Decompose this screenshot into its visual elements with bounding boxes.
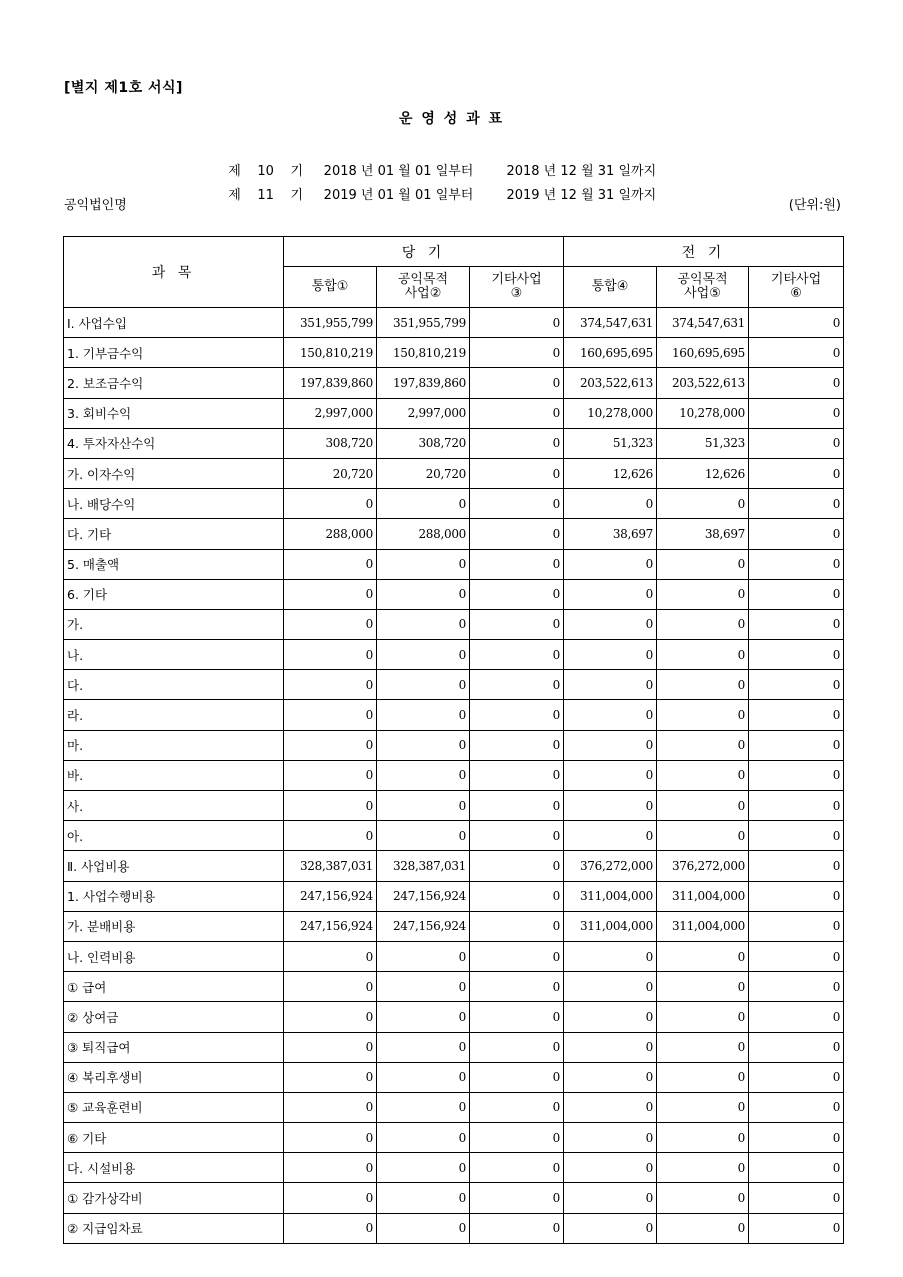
table-row <box>64 1183 844 1213</box>
amount-cell: 0 <box>564 941 657 971</box>
row-label: ⑤ 교육훈련비 <box>64 1092 284 1122</box>
row-label: 나. <box>64 640 284 670</box>
row-label: 가. 이자수익 <box>64 458 284 488</box>
amount-cell: 0 <box>564 670 657 700</box>
amount-cell: 311,004,000 <box>564 911 657 941</box>
amount-cell: 38,697 <box>657 519 749 549</box>
amount-cell: 0 <box>657 760 749 790</box>
amount-cell: 0 <box>749 398 844 428</box>
amount-cell: 0 <box>749 1092 844 1122</box>
from-label: 일부터 <box>435 188 474 203</box>
amount-cell: 0 <box>749 1032 844 1062</box>
amount-cell: 0 <box>657 1123 749 1153</box>
row-label: 6. 기타 <box>64 579 284 609</box>
amount-cell: 0 <box>749 1123 844 1153</box>
column-header: 기타사업 ⑥ <box>749 267 844 308</box>
amount-cell: 0 <box>564 489 657 519</box>
row-label: Ⅰ. 사업수입 <box>64 308 284 338</box>
amount-cell: 0 <box>470 881 564 911</box>
amount-cell: 308,720 <box>284 428 377 458</box>
amount-cell: 0 <box>564 1062 657 1092</box>
amount-cell: 0 <box>377 1002 470 1032</box>
start-month: 01 <box>377 164 395 179</box>
table-row <box>64 398 844 428</box>
amount-cell: 0 <box>284 760 377 790</box>
amount-cell: 0 <box>377 821 470 851</box>
table-row <box>64 428 844 458</box>
amount-cell: 311,004,000 <box>564 881 657 911</box>
amount-cell: 0 <box>470 730 564 760</box>
amount-cell: 0 <box>284 640 377 670</box>
row-label: 3. 회비수익 <box>64 398 284 428</box>
operating-results-table <box>63 236 844 1244</box>
amount-cell: 2,997,000 <box>377 398 470 428</box>
amount-cell: 0 <box>284 1153 377 1183</box>
amount-cell: 0 <box>470 428 564 458</box>
header-row <box>64 237 844 267</box>
period-prefix: 제 <box>228 188 241 203</box>
amount-cell: 0 <box>657 1153 749 1183</box>
year-unit: 년 <box>360 164 374 179</box>
amount-cell: 0 <box>749 428 844 458</box>
end-day: 31 <box>597 164 615 179</box>
column-header: 기타사업 ③ <box>470 267 564 308</box>
amount-cell: 0 <box>470 791 564 821</box>
document-title: 운 영 성 과 표 <box>398 111 505 127</box>
amount-cell: 0 <box>284 1183 377 1213</box>
amount-cell: 0 <box>470 609 564 639</box>
row-label: 다. 시설비용 <box>64 1153 284 1183</box>
amount-cell: 0 <box>377 1092 470 1122</box>
amount-cell: 0 <box>564 821 657 851</box>
amount-cell: 51,323 <box>564 428 657 458</box>
table-row <box>64 730 844 760</box>
amount-cell: 0 <box>564 700 657 730</box>
amount-cell: 0 <box>564 1123 657 1153</box>
amount-cell: 0 <box>749 1002 844 1032</box>
subject-header: 과 목 <box>64 237 284 308</box>
table-row <box>64 519 844 549</box>
row-label: ② 지급임차료 <box>64 1213 284 1243</box>
amount-cell: 0 <box>470 1123 564 1153</box>
start-year: 2019 <box>323 188 357 203</box>
amount-cell: 0 <box>377 489 470 519</box>
table-row <box>64 851 844 881</box>
amount-cell: 0 <box>749 941 844 971</box>
month-unit: 월 <box>398 164 411 179</box>
amount-cell: 203,522,613 <box>657 368 749 398</box>
table-row <box>64 1123 844 1153</box>
amount-cell: 0 <box>657 549 749 579</box>
current-period-header: 당 기 <box>284 237 564 267</box>
amount-cell: 0 <box>470 519 564 549</box>
amount-cell: 0 <box>470 489 564 519</box>
amount-cell: 12,626 <box>657 458 749 488</box>
column-header: 통합④ <box>564 267 657 308</box>
amount-cell: 0 <box>470 941 564 971</box>
row-label: ③ 퇴직급여 <box>64 1032 284 1062</box>
row-label: 가. 분배비용 <box>64 911 284 941</box>
amount-cell: 0 <box>749 881 844 911</box>
amount-cell: 0 <box>657 1092 749 1122</box>
table-row <box>64 368 844 398</box>
amount-cell: 351,955,799 <box>377 308 470 338</box>
amount-cell: 247,156,924 <box>284 881 377 911</box>
amount-cell: 0 <box>564 1002 657 1032</box>
amount-cell: 0 <box>470 579 564 609</box>
amount-cell: 0 <box>377 730 470 760</box>
amount-cell: 0 <box>749 911 844 941</box>
amount-cell: 0 <box>657 972 749 1002</box>
amount-cell: 0 <box>564 791 657 821</box>
amount-cell: 0 <box>470 1062 564 1092</box>
table-row <box>64 458 844 488</box>
amount-cell: 288,000 <box>377 519 470 549</box>
amount-cell: 0 <box>657 640 749 670</box>
end-day: 31 <box>597 188 615 203</box>
amount-cell: 0 <box>749 972 844 1002</box>
period-prefix: 제 <box>228 164 241 179</box>
amount-cell: 0 <box>470 398 564 428</box>
amount-cell: 374,547,631 <box>657 308 749 338</box>
row-label: 나. 배당수익 <box>64 489 284 519</box>
amount-cell: 0 <box>377 941 470 971</box>
org-name-label: 공익법인명 <box>64 198 127 213</box>
amount-cell: 0 <box>470 851 564 881</box>
table-row <box>64 609 844 639</box>
amount-cell: 0 <box>284 1032 377 1062</box>
period-line <box>220 169 656 203</box>
amount-cell: 0 <box>470 549 564 579</box>
amount-cell: 0 <box>657 1213 749 1243</box>
amount-cell: 0 <box>377 1032 470 1062</box>
amount-cell: 0 <box>470 1213 564 1243</box>
row-label: 사. <box>64 791 284 821</box>
amount-cell: 0 <box>377 1183 470 1213</box>
amount-cell: 0 <box>749 579 844 609</box>
amount-cell: 0 <box>749 640 844 670</box>
row-label: 아. <box>64 821 284 851</box>
amount-cell: 0 <box>470 1092 564 1122</box>
amount-cell: 0 <box>377 1213 470 1243</box>
amount-cell: 0 <box>564 579 657 609</box>
amount-cell: 0 <box>470 911 564 941</box>
amount-cell: 0 <box>377 579 470 609</box>
amount-cell: 0 <box>564 609 657 639</box>
amount-cell: 0 <box>470 1183 564 1213</box>
year-unit: 년 <box>543 164 557 179</box>
amount-cell: 0 <box>284 489 377 519</box>
amount-cell: 10,278,000 <box>657 398 749 428</box>
row-label: 가. <box>64 609 284 639</box>
amount-cell: 2,997,000 <box>284 398 377 428</box>
amount-cell: 0 <box>564 1092 657 1122</box>
amount-cell: 0 <box>284 670 377 700</box>
amount-cell: 0 <box>284 1002 377 1032</box>
table-row <box>64 579 844 609</box>
amount-cell: 0 <box>284 609 377 639</box>
amount-cell: 0 <box>657 579 749 609</box>
amount-cell: 0 <box>564 760 657 790</box>
amount-cell: 0 <box>657 1062 749 1092</box>
amount-cell: 12,626 <box>564 458 657 488</box>
amount-cell: 0 <box>749 700 844 730</box>
amount-cell: 0 <box>470 338 564 368</box>
amount-cell: 0 <box>284 791 377 821</box>
amount-cell: 0 <box>470 308 564 338</box>
table-row <box>64 760 844 790</box>
table-row <box>64 549 844 579</box>
column-header: 공익목적 사업② <box>377 267 470 308</box>
table-row <box>64 308 844 338</box>
amount-cell: 0 <box>377 609 470 639</box>
amount-cell: 0 <box>564 1153 657 1183</box>
amount-cell: 160,695,695 <box>657 338 749 368</box>
amount-cell: 0 <box>284 1123 377 1153</box>
to-label: 일까지 <box>618 188 657 203</box>
amount-cell: 0 <box>470 1153 564 1183</box>
amount-cell: 20,720 <box>284 458 377 488</box>
year-unit: 년 <box>543 188 557 203</box>
from-label: 일부터 <box>435 164 474 179</box>
row-label: 나. 인력비용 <box>64 941 284 971</box>
amount-cell: 38,697 <box>564 519 657 549</box>
row-label: ⑥ 기타 <box>64 1123 284 1153</box>
table-row <box>64 821 844 851</box>
amount-cell: 0 <box>284 941 377 971</box>
row-label: ① 감가상각비 <box>64 1183 284 1213</box>
year-unit: 년 <box>360 188 374 203</box>
amount-cell: 0 <box>749 458 844 488</box>
row-label: 5. 매출액 <box>64 549 284 579</box>
table-row <box>64 670 844 700</box>
amount-cell: 0 <box>749 791 844 821</box>
row-label: 다. <box>64 670 284 700</box>
start-day: 01 <box>415 188 432 203</box>
table-row <box>64 911 844 941</box>
amount-cell: 0 <box>470 700 564 730</box>
amount-cell: 0 <box>284 1213 377 1243</box>
row-label: Ⅱ. 사업비용 <box>64 851 284 881</box>
amount-cell: 311,004,000 <box>657 881 749 911</box>
row-label: 2. 보조금수익 <box>64 368 284 398</box>
column-header: 공익목적 사업⑤ <box>657 267 749 308</box>
amount-cell: 0 <box>284 821 377 851</box>
table-row <box>64 1213 844 1243</box>
period-gi: 기 <box>290 188 303 203</box>
amount-cell: 0 <box>377 670 470 700</box>
start-day: 01 <box>415 164 432 179</box>
row-label: ④ 복리후생비 <box>64 1062 284 1092</box>
amount-cell: 247,156,924 <box>284 911 377 941</box>
amount-cell: 0 <box>657 821 749 851</box>
row-label: 4. 투자자산수익 <box>64 428 284 458</box>
amount-cell: 0 <box>564 549 657 579</box>
month-unit: 월 <box>581 164 594 179</box>
amount-cell: 288,000 <box>284 519 377 549</box>
amount-cell: 0 <box>377 1062 470 1092</box>
amount-cell: 0 <box>470 972 564 1002</box>
amount-cell: 0 <box>749 1213 844 1243</box>
amount-cell: 0 <box>284 579 377 609</box>
amount-cell: 0 <box>657 1032 749 1062</box>
amount-cell: 0 <box>284 730 377 760</box>
table-row <box>64 791 844 821</box>
amount-cell: 20,720 <box>377 458 470 488</box>
amount-cell: 0 <box>749 730 844 760</box>
amount-cell: 0 <box>749 368 844 398</box>
amount-cell: 0 <box>749 821 844 851</box>
amount-cell: 0 <box>470 821 564 851</box>
amount-cell: 0 <box>284 700 377 730</box>
table-row <box>64 700 844 730</box>
amount-cell: 0 <box>564 640 657 670</box>
amount-cell: 0 <box>657 670 749 700</box>
table-row <box>64 1062 844 1092</box>
amount-cell: 328,387,031 <box>284 851 377 881</box>
amount-cell: 311,004,000 <box>657 911 749 941</box>
table-row <box>64 1032 844 1062</box>
prior-period-header: 전 기 <box>564 237 844 267</box>
amount-cell: 0 <box>749 338 844 368</box>
amount-cell: 0 <box>749 1062 844 1092</box>
amount-cell: 0 <box>657 791 749 821</box>
amount-cell: 0 <box>284 972 377 1002</box>
start-year: 2018 <box>323 164 357 179</box>
amount-cell: 0 <box>749 549 844 579</box>
table-row <box>64 1092 844 1122</box>
amount-cell: 150,810,219 <box>377 338 470 368</box>
period-number: 10 <box>257 164 274 179</box>
amount-cell: 308,720 <box>377 428 470 458</box>
amount-cell: 328,387,031 <box>377 851 470 881</box>
amount-cell: 0 <box>470 368 564 398</box>
end-month: 12 <box>560 188 577 203</box>
table-row <box>64 338 844 368</box>
amount-cell: 0 <box>657 700 749 730</box>
period-gi: 기 <box>290 164 303 179</box>
amount-cell: 0 <box>377 700 470 730</box>
amount-cell: 0 <box>749 760 844 790</box>
amount-cell: 0 <box>749 489 844 519</box>
amount-cell: 376,272,000 <box>564 851 657 881</box>
amount-cell: 0 <box>657 609 749 639</box>
amount-cell: 0 <box>657 1002 749 1032</box>
period-number: 11 <box>257 188 274 203</box>
amount-cell: 0 <box>470 1002 564 1032</box>
table-row <box>64 640 844 670</box>
table-row <box>64 489 844 519</box>
amount-cell: 0 <box>284 549 377 579</box>
amount-cell: 376,272,000 <box>657 851 749 881</box>
amount-cell: 351,955,799 <box>284 308 377 338</box>
amount-cell: 0 <box>657 1183 749 1213</box>
amount-cell: 0 <box>564 730 657 760</box>
month-unit: 월 <box>581 188 594 203</box>
table-row <box>64 1002 844 1032</box>
amount-cell: 247,156,924 <box>377 881 470 911</box>
amount-cell: 0 <box>749 851 844 881</box>
amount-cell: 51,323 <box>657 428 749 458</box>
amount-cell: 0 <box>470 670 564 700</box>
row-label: 1. 기부금수익 <box>64 338 284 368</box>
amount-cell: 10,278,000 <box>564 398 657 428</box>
row-label: 바. <box>64 760 284 790</box>
amount-cell: 0 <box>749 1183 844 1213</box>
amount-cell: 0 <box>377 1123 470 1153</box>
row-label: 1. 사업수행비용 <box>64 881 284 911</box>
amount-cell: 0 <box>749 670 844 700</box>
end-year: 2019 <box>506 188 540 203</box>
row-label: 라. <box>64 700 284 730</box>
amount-cell: 150,810,219 <box>284 338 377 368</box>
amount-cell: 0 <box>377 791 470 821</box>
amount-cell: 0 <box>564 972 657 1002</box>
amount-cell: 197,839,860 <box>377 368 470 398</box>
amount-cell: 0 <box>657 941 749 971</box>
amount-cell: 0 <box>657 730 749 760</box>
amount-cell: 0 <box>749 1153 844 1183</box>
amount-cell: 0 <box>377 1153 470 1183</box>
column-header: 통합① <box>284 267 377 308</box>
table-row <box>64 941 844 971</box>
row-label: ② 상여금 <box>64 1002 284 1032</box>
amount-cell: 0 <box>564 1213 657 1243</box>
unit-label: (단위:원) <box>788 198 841 213</box>
end-year: 2018 <box>506 164 540 179</box>
row-label: 마. <box>64 730 284 760</box>
table-row <box>64 1153 844 1183</box>
amount-cell: 0 <box>470 760 564 790</box>
month-unit: 월 <box>398 188 411 203</box>
amount-cell: 0 <box>657 489 749 519</box>
amount-cell: 0 <box>284 1062 377 1092</box>
row-label: 다. 기타 <box>64 519 284 549</box>
amount-cell: 0 <box>564 1032 657 1062</box>
table-row <box>64 972 844 1002</box>
amount-cell: 247,156,924 <box>377 911 470 941</box>
table-row <box>64 881 844 911</box>
to-label: 일까지 <box>618 164 657 179</box>
amount-cell: 0 <box>749 609 844 639</box>
amount-cell: 203,522,613 <box>564 368 657 398</box>
amount-cell: 0 <box>377 640 470 670</box>
amount-cell: 0 <box>377 549 470 579</box>
start-month: 01 <box>377 188 395 203</box>
amount-cell: 0 <box>284 1092 377 1122</box>
amount-cell: 0 <box>749 308 844 338</box>
amount-cell: 374,547,631 <box>564 308 657 338</box>
amount-cell: 0 <box>470 1032 564 1062</box>
amount-cell: 0 <box>564 1183 657 1213</box>
amount-cell: 160,695,695 <box>564 338 657 368</box>
row-label: ① 급여 <box>64 972 284 1002</box>
amount-cell: 0 <box>470 640 564 670</box>
form-label: [별지 제1호 서식] <box>64 80 183 96</box>
amount-cell: 0 <box>377 972 470 1002</box>
amount-cell: 0 <box>470 458 564 488</box>
end-month: 12 <box>560 164 577 179</box>
amount-cell: 0 <box>749 519 844 549</box>
amount-cell: 0 <box>377 760 470 790</box>
amount-cell: 197,839,860 <box>284 368 377 398</box>
